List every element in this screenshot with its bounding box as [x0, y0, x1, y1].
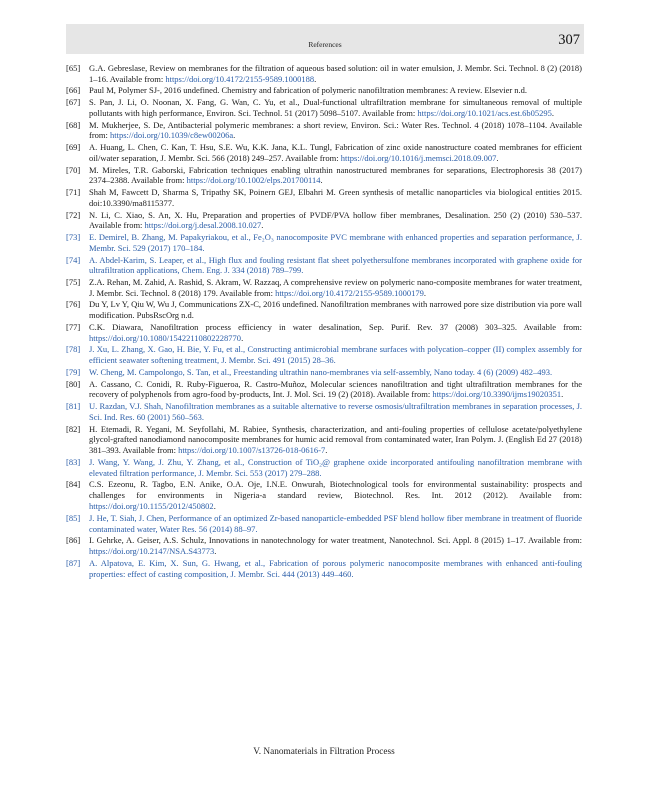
reference-text: A. Abdel-Karim, S. Leaper, et al., High flux and fouling resistant flat sheet polyethersulfone membranes incorporated with graphene oxide for ultrafiltration applications, Chem. Eng. J. 334 (2018) 789–799.: [89, 254, 582, 276]
reference-entry: [66, 142, 582, 164]
reference-number: [85]: [66, 512, 81, 523]
doi-link[interactable]: https://doi.org/10.1080/15422110802228770: [89, 332, 242, 343]
reference-text: J. Xu, L. Zhang, X. Gao, H. Bie, Y. Fu, et al., Constructing antimicrobial membrane surfaces with polycation–copper (II) complex assembly for efficient seawater softening treatment, J. Membr. Sci. 491 (2015) 28–36.: [89, 344, 582, 366]
reference-entry: [66, 120, 582, 142]
reference-tail: .: [314, 73, 317, 84]
reference-number: [69]: [66, 142, 81, 153]
reference-number: [80]: [66, 378, 81, 389]
reference-tail: .: [214, 546, 217, 557]
reference-tail: .: [241, 332, 244, 343]
page-number: 307: [558, 32, 580, 48]
reference-tail: .: [561, 389, 564, 400]
reference-entry[interactable]: [66, 367, 582, 378]
reference-entry[interactable]: [66, 344, 582, 366]
reference-number: [83]: [66, 456, 81, 467]
reference-text: J. Wang, Y. Wang, J. Zhu, Y. Zhang, et al., Construction of TiO₂@ graphene oxide incorporated antifouling nanofiltration membrane with elevated filtration performance, J. Membr. Sci. 553 (2017) 279–288.: [89, 456, 582, 478]
reference-text: G.A. Gebreslase, Review on membranes for the filtration of aqueous based solution: oil in water emulsion, J. Membr. Sci. Technol. 8 (2) (2018) 1–16. Available from:: [89, 63, 582, 84]
doi-link[interactable]: https://doi.org/10.1039/c8ew00206a: [110, 130, 234, 141]
reference-number: [81]: [66, 401, 81, 412]
reference-number: [65]: [66, 63, 81, 73]
doi-link[interactable]: https://doi.org/10.1002/elps.201700114: [186, 175, 321, 186]
reference-text: I. Gehrke, A. Geiser, A.S. Schulz, Innovations in nanotechnology for water treatment, Nanotechnol. Sci. Appl. 8 (2015) 1–17. Available from:: [89, 535, 582, 546]
reference-tail: .: [551, 107, 554, 118]
doi-link[interactable]: https://doi.org/10.3390/ijms19020351: [432, 389, 562, 400]
doi-link[interactable]: https://doi.org/10.1155/2012/450802: [89, 501, 214, 512]
reference-entry: [66, 97, 582, 119]
reference-number: [68]: [66, 119, 81, 130]
reference-text: Du Y, Lv Y, Qiu W, Wu J, Communications ZX-C, 2016 undefined. Nanofiltration membranes with narrowed pore size distribution via pore wall modification. PubsRscOrg n.d.: [89, 299, 582, 321]
reference-text: A. Alpatova, E. Kim, X. Sun, G. Hwang, et al., Fabrication of porous polymeric nanocomposite membranes with enhanced anti-fouling properties: effect of casting composition, J. Membr. Sci. 444 (2013) 449–460.: [89, 557, 582, 579]
doi-link[interactable]: https://doi.org/10.1016/j.memsci.2018.09.007: [340, 152, 497, 163]
reference-tail: .: [320, 175, 323, 186]
reference-text: E. Demirel, B. Zhang, M. Papakyriakou, et al., Fe₂O₃ nanocomposite PVC membrane with enhanced properties and separation performance, J. Membr. Sci. 529 (2017) 170–184.: [89, 232, 582, 253]
reference-text: H. Etemadi, R. Yegani, M. Seyfollahi, M. Rabiee, Synthesis, characterization, and anti-fouling properties of cellulose acetate/polyethylene glycol-grafted nanodiamond nanocomposite membranes for humic acid removal from contaminated water, Iran Polym. J. (English Ed 27 (2018) 381–393. Available from:: [89, 423, 582, 456]
reference-entry[interactable]: [66, 401, 582, 423]
reference-text: S. Pan, J. Li, O. Noonan, X. Fang, G. Wan, C. Yu, et al., Dual-functional ultrafiltration membrane for simultaneous removal of multiple pollutants with high performance, Environ. Sci. Technol. 51 (2017) 5098–5107. Available from:: [89, 97, 582, 118]
reference-number: [77]: [66, 321, 81, 332]
reference-entry[interactable]: [66, 513, 582, 535]
reference-entry[interactable]: [66, 457, 582, 479]
reference-number: [67]: [66, 97, 81, 108]
reference-entry: [66, 165, 582, 187]
reference-text: N. Li, C. Xiao, S. An, X. Hu, Preparation and properties of PVDF/PVA hollow fiber membranes, Desalination. 250 (2) (2010) 530–537. Available from:: [89, 209, 582, 231]
reference-entry: [66, 210, 582, 232]
reference-number: [78]: [66, 344, 81, 355]
reference-entry: [66, 187, 582, 209]
reference-tail: .: [233, 130, 236, 141]
doi-link[interactable]: https://doi.org/j.desal.2008.10.027: [144, 220, 262, 231]
reference-tail: .: [261, 220, 264, 231]
reference-entry: [66, 322, 582, 344]
doi-link[interactable]: https://doi.org/10.1021/acs.est.6b05295: [417, 107, 552, 118]
reference-number: [86]: [66, 535, 81, 546]
reference-entry: [66, 535, 582, 557]
reference-text: C.K. Diawara, Nanofiltration process efficiency in water desalination, Sep. Purif. Rev. 37 (2008) 303–325. Available from:: [89, 321, 582, 332]
reference-entry[interactable]: [66, 232, 582, 254]
reference-text: Z.A. Rehan, M. Zahid, A. Rashid, S. Akram, W. Razzaq, A comprehensive review on polymeric nano-composite membranes for water treatment, J. Membr. Sci. Technol. 8 (2018) 179. Available from:: [89, 277, 582, 298]
reference-text: U. Razdan, V.J. Shah, Nanofiltration membranes as a suitable alternative to reverse osmosis/ultrafiltration membranes in separation processes, J. Sci. Ind. Res. 60 (2001) 560–563.: [89, 401, 582, 422]
reference-entry: [66, 379, 582, 401]
reference-number: [84]: [66, 479, 81, 490]
page-footer: V. Nanomaterials in Filtration Process: [253, 747, 395, 757]
reference-list: [66, 63, 582, 580]
reference-text: M. Mireles, T.R. Gaborski, Fabrication techniques enabling ultrathin nanostructured membranes for separations, Electrophoresis 38 (2017) 2374–2388. Available from:: [89, 164, 582, 186]
reference-entry[interactable]: [66, 255, 582, 277]
reference-entry: [66, 424, 582, 457]
reference-text: C.S. Ezeonu, R. Tagbo, E.N. Anike, O.A. Oje, I.N.E. Onwurah, Biotechnological tools for environmental sustainability: prospects and challenges for environments in Nigeria-a standard review, Biotechnol. Res. Int. 2012 (2012). Available from:: [89, 479, 582, 501]
reference-entry: [66, 299, 582, 321]
doi-link[interactable]: https://doi.org/10.2147/NSA.S43773: [89, 546, 215, 557]
reference-number: [70]: [66, 164, 81, 175]
reference-tail: .: [496, 152, 499, 163]
reference-tail: .: [213, 501, 216, 512]
reference-text: W. Cheng, M. Campolongo, S. Tan, et al., Freestanding ultrathin nano-membranes via self-assembly, Nano today. 4 (6) (2009) 482–493.: [89, 366, 553, 377]
reference-tail: .: [423, 287, 427, 298]
reference-number: [76]: [66, 299, 81, 310]
running-head: References: [308, 40, 342, 49]
reference-tail: .: [325, 445, 328, 456]
reference-text: J. He, T. Siah, J. Chen, Performance of an optimized Zr-based nanoparticle-embedded PSF blend hollow fiber membrane in treatment of fluoride contaminated water, Water Res. 56 (2014) 88–97.: [89, 512, 582, 534]
reference-text: M. Mukherjee, S. De, Antibacterial polymeric membranes: a short review, Environ. Sci.: Water Res. Technol. 4 (2018) 1078–1104. Available from:: [89, 119, 582, 141]
reference-number: [73]: [66, 232, 81, 243]
reference-text: A. Huang, L. Chen, C. Kan, T. Hsu, S.E. Wu, K.K. Jana, K.L. Tungl, Fabrication of zinc oxide nanostructure coated membranes for efficient oil/water separation, J. Membr. Sci. 566 (2018) 249–257. Available from:: [89, 142, 582, 163]
reference-number: [75]: [66, 277, 81, 287]
doi-link[interactable]: https://doi.org/10.1007/s13726-018-0616-7: [178, 445, 326, 456]
reference-text: Paul M, Polymer SJ-, 2016 undefined. Chemistry and fabrication of polymeric nanofiltration membranes: A review. Elsevier n.d.: [89, 85, 528, 96]
reference-number: [72]: [66, 209, 81, 220]
reference-text: A. Cassano, C. Conidi, R. Ruby-Figueroa, R. Castro-Muñoz, Molecular sciences nanofiltration and tight ultrafiltration membranes for the recovery of polyphenols from agro-food by-products, Int. J. Mol. Sci. 19 (2) (2018). Available from:: [89, 378, 582, 400]
reference-number: [71]: [66, 187, 81, 198]
reference-number: [79]: [66, 366, 81, 377]
reference-number: [82]: [66, 423, 81, 434]
reference-number: [66]: [66, 85, 81, 96]
doi-link[interactable]: https://doi.org/10.4172/2155-9589.1000188: [165, 73, 315, 84]
reference-number: [87]: [66, 557, 81, 568]
reference-entry[interactable]: [66, 558, 582, 580]
reference-number: [74]: [66, 254, 81, 265]
doi-link[interactable]: https://doi.org/10.4172/2155-9589.1000179: [275, 287, 424, 298]
reference-entry: [66, 85, 582, 96]
reference-entry: [66, 479, 582, 512]
reference-text: Shah M, Fawcett D, Sharma S, Tripathy SK, Poinern GEJ, Elbahri M. Green synthesis of metallic nanoparticles via biological entities 2015. doi:10.3390/ma8115377.: [89, 187, 582, 208]
reference-entry: [66, 277, 582, 299]
page-header: [66, 24, 584, 54]
reference-entry: [66, 63, 582, 85]
